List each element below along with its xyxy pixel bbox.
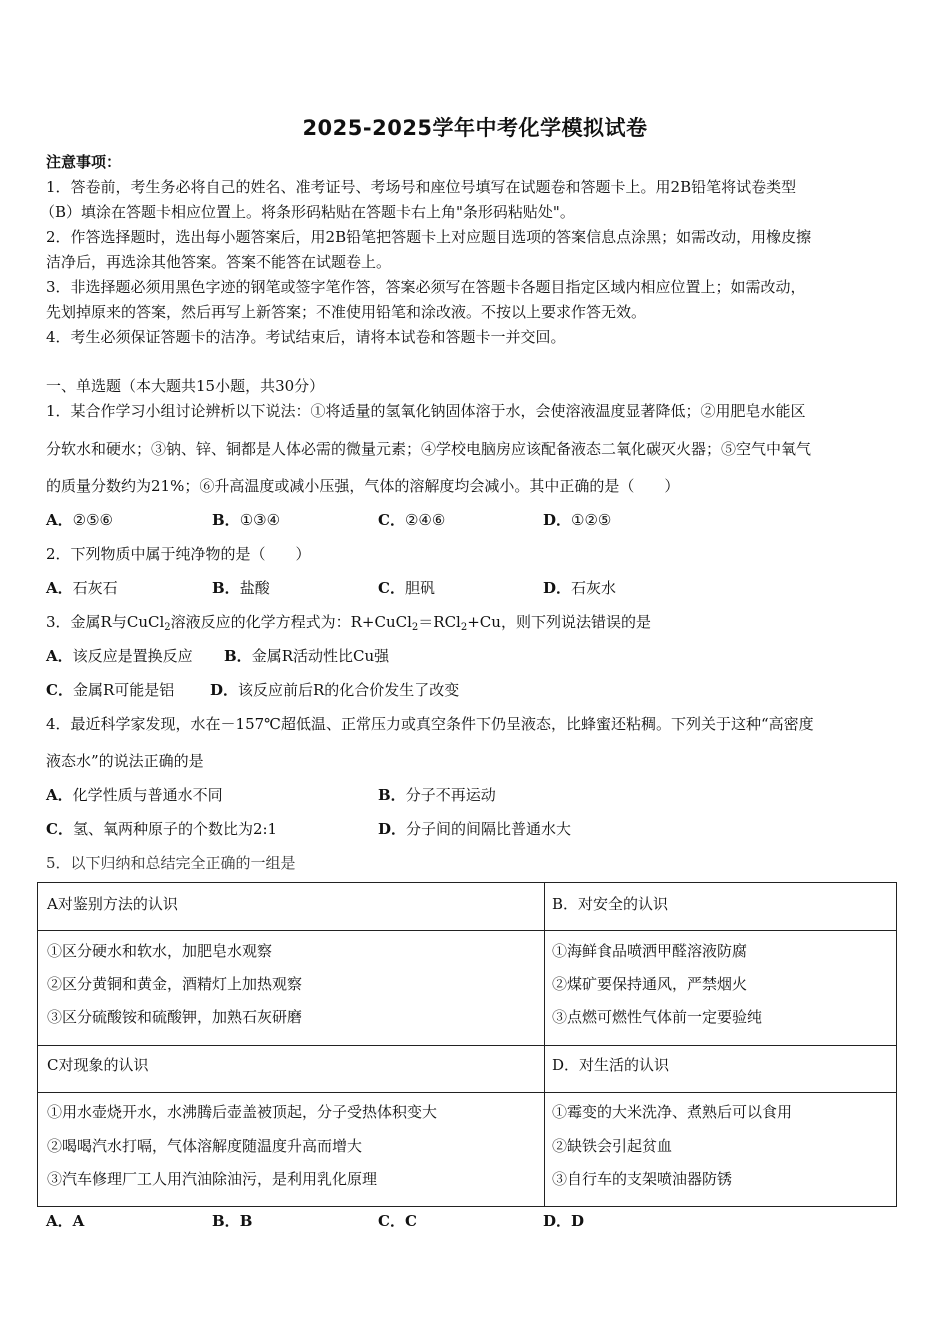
section-heading: 一、单选题（本大题共15小题，共30分） <box>46 377 325 395</box>
option-d[interactable]: D．D <box>543 1212 585 1230</box>
table-cell-b-head: B．对安全的认识 <box>552 895 669 913</box>
table-cell-b-item: ①海鲜食品喷洒甲醛溶液防腐 <box>552 942 748 960</box>
question-1-stem: 分软水和硬水；③钠、锌、铜都是人体必需的微量元素；④学校电脑房应该配备液态二氧化碳灭火器；⑤空气中氧气 <box>46 440 812 458</box>
table-cell-d-item: ①霉变的大米洗净、煮熟后可以食用 <box>552 1103 793 1121</box>
option-b[interactable]: B．B <box>212 1212 253 1230</box>
question-3-stem: 3．金属R与CuCl$_2$溶液反应的化学方程式为：R+CuCl$_2$＝RCl$_2$+Cu，则下列说法错误的是 <box>46 613 651 633</box>
notice-line: 2．作答选择题时，选出每小题答案后，用2B铅笔把答题卡上对应题目选项的答案信息点涂黑；如需改动，用橡皮擦 <box>46 228 812 246</box>
notice-line: 1．答卷前，考生务必将自己的姓名、准考证号、考场号和座位号填写在试题卷和答题卡上。用2B铅笔将试卷类型 <box>46 178 797 196</box>
option-d[interactable]: D．石灰水 <box>543 579 617 597</box>
notice-line: 先划掉原来的答案，然后再写上新答案；不准使用铅笔和涂改液。不按以上要求作答无效。 <box>46 303 647 321</box>
table-cell-c-item: ③汽车修理厂工人用汽油除油污，是利用乳化原理 <box>47 1170 378 1188</box>
option-a[interactable]: A．该反应是置换反应 <box>46 647 193 665</box>
table-cell-a-item: ①区分硬水和软水，加肥皂水观察 <box>47 942 273 960</box>
notice-line: 3．非选择题必须用黑色字迹的钢笔或签字笔作答，答案必须写在答题卡各题目指定区域内相应位置上；如需改动， <box>46 278 806 296</box>
table-divider <box>38 930 896 931</box>
table-cell-b-item: ②煤矿要保持通风，严禁烟火 <box>552 975 748 993</box>
option-d[interactable]: D．①②⑤ <box>543 511 612 529</box>
question-4-stem: 4．最近科学家发现，水在－157℃超低温、正常压力或真空条件下仍呈液态，比蜂蜜还粘稠。下列关于这种“高密度 <box>46 715 814 733</box>
table-cell-d-item: ②缺铁会引起贫血 <box>552 1137 673 1155</box>
option-d[interactable]: D．该反应前后R的化合价发生了改变 <box>210 681 460 699</box>
option-c[interactable]: C．胆矾 <box>378 579 435 597</box>
table-cell-d-item: ③自行车的支架喷油器防锈 <box>552 1170 733 1188</box>
option-b[interactable]: B．①③④ <box>212 511 281 529</box>
option-a[interactable]: A．A <box>46 1212 85 1230</box>
table-cell-c-item: ①用水壶烧开水，水沸腾后壶盖被顶起，分子受热体积变大 <box>47 1103 438 1121</box>
option-c[interactable]: C．氢、氧两种原子的个数比为2:1 <box>46 820 278 838</box>
summary-table <box>37 882 897 1207</box>
question-1-stem: 1．某合作学习小组讨论辨析以下说法：①将适量的氢氧化钠固体溶于水，会使溶液温度显著降低；②用肥皂水能区 <box>46 402 806 420</box>
table-cell-a-item: ②区分黄铜和黄金，酒精灯上加热观察 <box>47 975 303 993</box>
exam-title: 2025-2025学年中考化学模拟试卷 <box>302 116 648 140</box>
table-cell-b-item: ③点燃可燃性气体前一定要验纯 <box>552 1008 763 1026</box>
table-divider <box>38 1045 896 1046</box>
option-c[interactable]: C．金属R可能是铝 <box>46 681 175 699</box>
question-5-stem: 5．以下归纳和总结完全正确的一组是 <box>46 854 296 872</box>
notice-heading: 注意事项： <box>46 153 122 171</box>
table-cell-c-head: C对现象的认识 <box>47 1056 149 1074</box>
option-a[interactable]: A．②⑤⑥ <box>46 511 113 529</box>
option-b[interactable]: B．金属R活动性比Cu强 <box>224 647 390 665</box>
table-divider <box>38 1092 896 1093</box>
notice-line: 4．考生必须保证答题卡的洁净。考试结束后，请将本试卷和答题卡一并交回。 <box>46 328 566 346</box>
option-a[interactable]: A．石灰石 <box>46 579 118 597</box>
option-c[interactable]: C．C <box>378 1212 417 1230</box>
notice-line: 洁净后，再选涂其他答案。答案不能答在试题卷上。 <box>46 253 392 271</box>
option-c[interactable]: C．②④⑥ <box>378 511 446 529</box>
option-b[interactable]: B．分子不再运动 <box>378 786 496 804</box>
question-2-stem: 2．下列物质中属于纯净物的是（ ） <box>46 545 311 563</box>
question-1-stem: 的质量分数约为21%；⑥升高温度或减小压强，气体的溶解度均会减小。其中正确的是（ ） <box>46 477 680 495</box>
option-a[interactable]: A．化学性质与普通水不同 <box>46 786 223 804</box>
option-d[interactable]: D．分子间的间隔比普通水大 <box>378 820 572 838</box>
table-cell-a-item: ③区分硫酸铵和硫酸钾，加熟石灰研磨 <box>47 1008 303 1026</box>
table-cell-c-item: ②喝喝汽水打嗝，气体溶解度随温度升高而增大 <box>47 1137 363 1155</box>
table-cell-a-head: A对鉴别方法的认识 <box>47 895 178 913</box>
option-b[interactable]: B．盐酸 <box>212 579 270 597</box>
notice-line: （B）填涂在答题卡相应位置上。将条形码粘贴在答题卡右上角"条形码粘贴处"。 <box>40 203 575 221</box>
table-cell-d-head: D．对生活的认识 <box>552 1056 670 1074</box>
question-4-stem: 液态水”的说法正确的是 <box>46 752 204 770</box>
